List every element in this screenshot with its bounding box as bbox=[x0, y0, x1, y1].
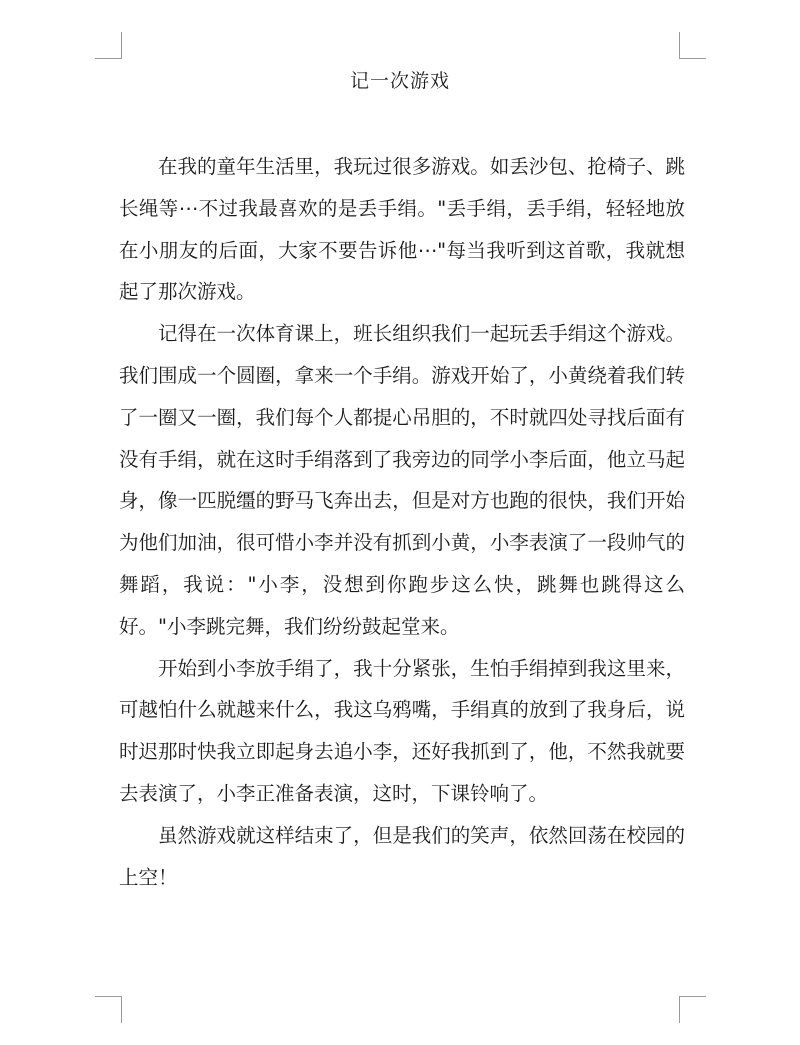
document-title: 记一次游戏 bbox=[349, 70, 450, 92]
document-body bbox=[119, 146, 685, 898]
paragraph-4: 虽然游戏就这样结束了，但是我们的笑声，依然回荡在校园的上空！ bbox=[119, 823, 685, 889]
paragraph-3: 开始到小李放手绢了，我十分紧张，生怕手绢掉到我这里来，可越怕什么就越来什么，我这乌鸦嘴，手绢真的放到了我身后，说时迟那时快我立即起身去追小李，还好我抓到了，他，不然我就要去表演了，小李正准备表演，这时，下课铃响了。 bbox=[119, 656, 685, 805]
crop-mark-bottom-right bbox=[679, 996, 706, 1023]
paragraph-1: 在我的童年生活里，我玩过很多游戏。如丢沙包、抢椅子、跳长绳等⋯不过我最喜欢的是丢手绢。"丢手绢，丢手绢，轻轻地放在小朋友的后面，大家不要告诉他⋯"每当我听到这首歌，我就想起了那次游戏。 bbox=[119, 155, 685, 304]
crop-mark-top-left bbox=[95, 32, 122, 59]
crop-mark-bottom-left bbox=[95, 996, 122, 1023]
crop-mark-top-right bbox=[679, 32, 706, 59]
paragraph-2: 记得在一次体育课上，班长组织我们一起玩丢手绢这个游戏。我们围成一个圆圈，拿来一个手绢。游戏开始了，小黄绕着我们转了一圈又一圈，我们每个人都提心吊胆的，不时就四处寻找后面有没有手绢，就在这时手绢落到了我旁边的同学小李后面，他立马起身，像一匹脱缰的野马飞奔出去，但是对方也跑的很快，我们开始为他们加油，很可惜小李并没有抓到小黄，小李表演了一段帅气的舞蹈，我说："小李，没想到你跑步这么快，跳舞也跳得这么好。"小李跳完舞，我们纷纷鼓起堂来。 bbox=[119, 322, 685, 638]
